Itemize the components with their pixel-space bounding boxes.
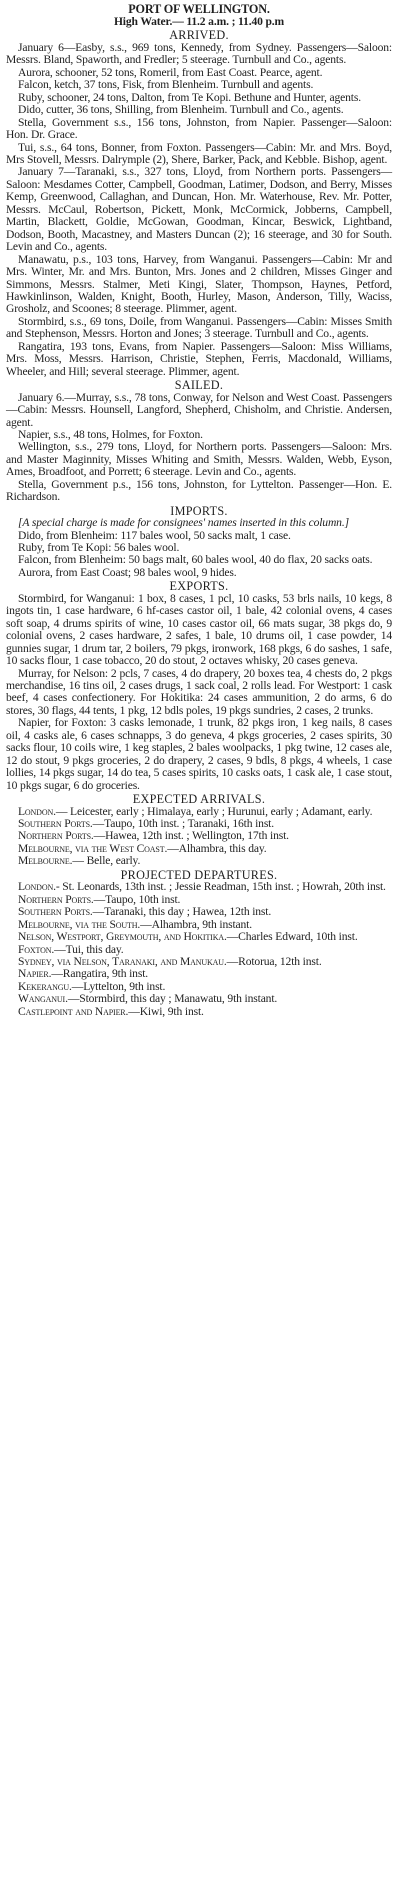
arrived-entry: January 6—Easby, s.s., 969 tons, Kennedy, from Sydney. Passengers—Saloon: Messrs. Bland, Spaworth, and Fredler; 5 steerage. Turnbull and Co., agents.: [6, 40, 392, 67]
entry-text: —Stormbird, this day ; Manawatu, 9th instant.: [67, 992, 278, 1006]
entry-text: - St. Leonards, 13th inst. ; Jessie Readman, 15th inst. ; Howrah, 20th inst.: [55, 880, 386, 894]
sailed-list: [6, 392, 392, 504]
arrived-list: [6, 42, 392, 378]
entry-text: — Belle, early.: [72, 854, 141, 868]
entry-text: —Rangatira, 9th inst.: [51, 967, 149, 981]
entry-text: —Alhambra, this day.: [167, 841, 267, 855]
arrived-entry: Stormbird, s.s., 69 tons, Doile, from Wanganui. Passengers—Cabin: Misses Smith and Stephenson, Messrs. Horton and Jones; 3 steerage. Turnbull and Co., agents.: [6, 314, 392, 341]
entry-place: Wanganui.: [18, 992, 68, 1006]
entry-place: Northern Ports.: [18, 892, 94, 906]
arrived-entry: Ruby, schooner, 24 tons, Dalton, from Te Kopi. Bethune and Hunter, agents.: [18, 90, 361, 104]
entry-place: Nelson, Westport, Greymouth, and Hokitika.: [18, 930, 227, 944]
projected-departures-list: [6, 881, 392, 1018]
arrived-entry: Falcon, ketch, 37 tons, Fisk, from Blenheim. Turnbull and agents.: [18, 78, 314, 92]
projected-departure-entry: [6, 1006, 392, 1018]
arrived-entry: Stella, Government s.s., 156 tons, Johnston, from Napier. Passenger—Saloon: Hon. Dr. Grace.: [6, 115, 392, 142]
high-water-times: High Water.— 11.2 a.m. ; 11.40 p.m: [113, 15, 285, 28]
sailed-entry: January 6.—Murray, s.s., 78 tons, Conway, for Nelson and West Coast. Passengers—Cabin: Messrs. Hounsell, Langford, Shepherd, Chisholm, and Christie. Andersen, agent.: [6, 390, 392, 429]
exports-entry: Murray, for Nelson: 2 pcls, 7 cases, 4 do drapery, 20 boxes tea, 4 chests do, 2 pkgs merchandise, 16 tins oil, 2 cases drugs, 1 sack coal, 2 rolls lead. For Westport: 1 cask beef, 4 cases confectionery. For Hokitika: 24 cases ammunition, 2 do arms, 6 do stores, 30 flags, 44 tents, 1 pkg, 12 bdls poles, 19 pkgs sundries, 2 cases, 2 trunks.: [6, 666, 392, 717]
entry-text: —Tui, this day.: [54, 942, 124, 956]
arrived-entry: Aurora, schooner, 52 tons, Romeril, from East Coast. Pearce, agent.: [18, 65, 323, 79]
expected-arrivals-list: [6, 806, 392, 868]
entry-text: —Alhambra, 9th instant.: [140, 917, 252, 931]
arrived-entry: Rangatira, 193 tons, Evans, from Napier. Passengers—Saloon: Miss Williams, Mrs. Moss, Messrs. Harrison, Christie, Stephen, Ferris, Macdonald, Williams, Wheeler, and Hill; several steerage. Plimmer, agent.: [6, 339, 392, 378]
imports-note: [A special charge is made for consignees' names inserted in this column.]: [18, 516, 349, 530]
entry-place: Melbourne, via the South.: [18, 917, 141, 931]
entry-place: Melbourne.: [18, 854, 73, 868]
entry-place: Southern Ports.: [18, 905, 93, 919]
arrived-heading: ARRIVED.: [169, 28, 229, 43]
entry-place: London.: [18, 880, 56, 894]
entry-text: —Charles Edward, 10th inst.: [226, 930, 358, 944]
arrived-entry: Dido, cutter, 36 tons, Shilling, from Blenheim. Turnbull and Co., agents.: [18, 103, 344, 117]
sailed-entry: Stella, Government p.s., 156 tons, Johnston, for Lyttelton. Passenger—Hon. E. Richardson.: [6, 477, 392, 504]
entry-place: Kekerangu.: [18, 979, 72, 993]
expected-arrival-entry: [6, 855, 392, 867]
entry-text: —Rotorua, 12th inst.: [226, 954, 322, 968]
imports-entry: Ruby, from Te Kopi: 56 bales wool.: [18, 541, 180, 555]
expected-arrivals-heading: EXPECTED ARRIVALS.: [132, 792, 266, 807]
entry-text: —Hawea, 12th inst. ; Wellington, 17th inst.: [93, 829, 289, 843]
imports-entry: Dido, from Blenheim: 117 bales wool, 50 sacks malt, 1 case.: [18, 528, 291, 542]
entry-text: —Taupo, 10th inst. ; Taranaki, 16th inst.: [92, 817, 274, 830]
entry-place: Melbourne, via the West Coast.: [18, 841, 168, 855]
entry-text: — Leicester, early ; Himalaya, early ; Hurunui, early ; Adamant, early.: [55, 804, 373, 818]
entry-place: Sydney, via Nelson, Taranaki, and Manukau.: [18, 954, 227, 968]
sailed-entry: Wellington, s.s., 279 tons, Lloyd, for Northern ports. Passengers—Saloon: Mrs. and Master Maginnity, Misses Whiting and Smith, Messrs. Walden, Webb, Eyson, Ames, Broadfoot, and Porrett; 6 steerage. Levin and Co., agents.: [6, 440, 392, 479]
entry-place: Napier.: [18, 967, 52, 981]
imports-entry: Aurora, from East Coast; 98 bales wool, 9 hides.: [18, 565, 237, 579]
projected-departures-heading: PROJECTED DEPARTURES.: [120, 867, 278, 882]
arrived-entry: Tui, s.s., 64 tons, Bonner, from Foxton. Passengers—Cabin: Mr. and Mrs. Boyd, Mrs Stovell, Messrs. Dalrymple (2), Shere, Barker, Pack, and Kebble. Bishop, agent.: [6, 140, 392, 166]
entry-place: Southern Ports.: [18, 817, 93, 830]
exports-list: [6, 593, 392, 792]
entry-text: —Kiwi, 9th inst.: [128, 1004, 204, 1018]
sailed-heading: SAILED.: [174, 378, 224, 393]
entry-text: —Taupo, 10th inst.: [93, 892, 181, 906]
exports-entry: Napier, for Foxton: 3 casks lemonade, 1 trunk, 82 pkgs iron, 1 keg nails, 8 cases oil, 4 casks ale, 6 cases schnapps, 3 do geneva, 4 pkgs groceries, 2 cases spirits, 30 sacks flour, 10 coils wire, 1 keg staples, 2 bales woolpacks, 1 pkg twine, 12 cases ale, 12 do stout, 9 pkgs groceries, 2 do drapery, 2 cases, 9 bdls, 8 pkgs, 4 wheels, 1 case lollies, 14 pkgs sugar, 14 do tea, 5 cases spirits, 10 casks oats, 1 cask ale, 1 case stout, 10 pkgs sugar, 6 do groceries.: [6, 716, 392, 792]
arrived-entry: January 7—Taranaki, s.s., 327 tons, Lloyd, from Northern ports. Passengers—Saloon: Mesdames Cotter, Campbell, Goodman, Latimer, Dodson, and Berry, Misses Kemp, Greenwood, Callaghan, and Duncan, Hon. Mr. Waterhouse, Rev. Mr. Potter, Messrs. McCaul, Robertson, Pickett, Monk, McCormick, Jobberns, Campbell, Martin, Blackett, Goldie, McGowan, Goodman, Kincar, Beswick, Lightband, Dodson, Booth, Macastney, and Masters Duncan (2); 16 steerage, and 30 for South. Levin and Co., agents.: [6, 165, 392, 254]
sailed-entry: Napier, s.s., 48 tons, Holmes, for Foxton.: [18, 427, 203, 441]
entry-text: —Lyttelton, 9th inst.: [71, 979, 166, 993]
entry-place: London.: [18, 804, 56, 818]
imports-entry: Falcon, from Blenheim: 50 bags malt, 60 bales wool, 40 do flax, 20 sacks oats.: [18, 553, 373, 567]
exports-heading: EXPORTS.: [169, 579, 229, 594]
entry-place: Northern Ports.: [18, 829, 94, 843]
entry-place: Foxton.: [18, 942, 55, 956]
entry-place: Castlepoint and Napier.: [18, 1004, 129, 1018]
exports-entry: Stormbird, for Wanganui: 1 box, 8 cases, 1 pcl, 10 casks, 53 brls nails, 10 kegs, 8 ingots tin, 1 case hardware, 6 hf-cases castor oil, 1 bale, 42 colonial ovens, 4 cases soft soap, 4 drums spirits of wine, 10 cases castor oil, 66 mats sugar, 38 pkgs do, 9 colonial ovens, 2 cases hardware, 2 safes, 1 bale, 10 drums oil, 1 case powder, 14 gunnies sugar, 1 drum tar, 2 boilers, 79 pkgs, ironwork, 168 pkgs, 6 do sashes, 1 safe, 10 sacks flour, 1 case tobacco, 20 do stout, 2 octaves whisky, 20 cases geneva.: [6, 591, 392, 668]
imports-heading: IMPORTS.: [170, 503, 228, 518]
imports-list: [6, 530, 392, 580]
entry-text: —Taranaki, this day ; Hawea, 12th inst.: [92, 905, 272, 919]
page-title: PORT OF WELLINGTON.: [128, 2, 270, 16]
arrived-entry: Manawatu, p.s., 103 tons, Harvey, from Wanganui. Passengers—Cabin: Mr and Mrs. Winter, Mr. and Mrs. Bunton, Mrs. Jones and 2 children, Misses Ginger and Simmons, Messrs. Stalmer, Meti Kingi, Slater, Thompson, Haynes, Petford, Hawkinlinson, Walden, Knight, Booth, Hurley, Mason, Anderson, Tilly, Waciss, Grosholz, and Scoones; 8 steerage. Plimmer, agent.: [6, 252, 392, 316]
